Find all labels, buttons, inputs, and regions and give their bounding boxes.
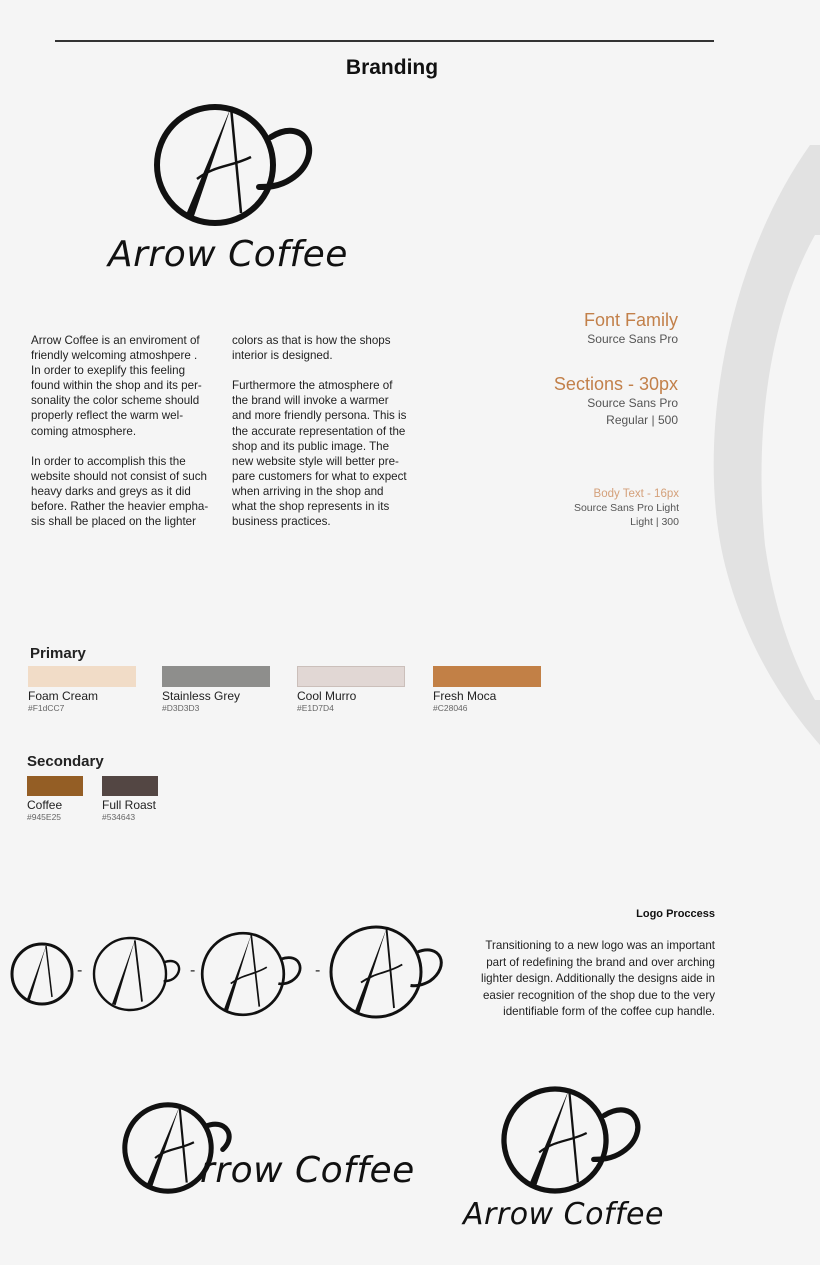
- body-text-font: Source Sans Pro Light: [573, 502, 679, 514]
- logo-evolution-sequence: [8, 925, 448, 1025]
- logo-stage-1: [12, 944, 72, 1004]
- intro-column-2: colors as that is how the shops interior is designed. Furthermore the atmosphere of the brand will invoke a warmer and more friendly persona. This is the accurate representation of the shop and its public image. The new website style will better pre- pare customers for what to expect when arriving in the shop and what the shop represents in its business practices.: [232, 334, 407, 529]
- page-title: Branding: [345, 56, 439, 79]
- font-family-title: Font Family: [583, 310, 678, 330]
- primary-heading: Primary: [30, 645, 86, 662]
- stacked-logo-wordmark: Arrow Coffee: [463, 1197, 664, 1232]
- secondary-heading: Secondary: [27, 753, 104, 770]
- swatch-hex: #E1D7D4: [297, 703, 334, 713]
- color-chip: [162, 666, 270, 687]
- swatch-hex: #945E25: [27, 812, 62, 822]
- swatch-foam-cream: [28, 666, 136, 713]
- sequence-separator: -: [190, 962, 196, 979]
- body-text-title: Body Text - 16px: [593, 488, 679, 500]
- body-text-specs: [500, 488, 679, 528]
- logo-stage-4: [331, 927, 441, 1017]
- swatch-hex: #D3D3D3: [162, 703, 200, 713]
- swatch-hex: #534643: [102, 812, 136, 822]
- stacked-logo-mark: [495, 1082, 645, 1202]
- swatch-hex: #F1dCC7: [28, 703, 65, 713]
- logo-stage-3: [202, 933, 300, 1015]
- sections-font: Source Sans Pro: [587, 396, 678, 410]
- swatch-coffee: [27, 776, 83, 822]
- font-family-name: Source Sans Pro: [587, 332, 678, 346]
- top-divider: [55, 40, 714, 42]
- swatch-name: Stainless Grey: [162, 689, 241, 703]
- swatch-name: Fresh Moca: [433, 689, 497, 703]
- swatch-name: Foam Cream: [28, 689, 99, 703]
- main-logo-wordmark: Arrow Coffee: [108, 234, 348, 275]
- color-chip: [433, 666, 541, 687]
- color-chip: [27, 776, 83, 796]
- horizontal-logo-wordmark: rrow Coffee: [200, 1150, 415, 1191]
- color-chip: [28, 666, 136, 687]
- swatch-hex: #C28046: [433, 703, 468, 713]
- sections-title: Sections - 30px: [553, 374, 678, 394]
- swatch-name: Full Roast: [102, 798, 157, 812]
- logo-process-text: Transitioning to a new logo was an important part of redefining the brand and over arching lighter design. Additionally the designs aide in easier recognition of the shop due to the very identifiable form of the coffee cup handle.: [481, 939, 715, 1018]
- swatch-fresh-moca: [433, 666, 541, 713]
- sequence-separator: -: [77, 962, 83, 979]
- swatch-name: Coffee: [27, 798, 63, 812]
- main-logo-mark: [150, 100, 320, 235]
- sequence-separator: -: [315, 962, 321, 979]
- body-text-weight: Light | 300: [630, 516, 679, 528]
- color-chip: [102, 776, 158, 796]
- swatch-cool-murro: [297, 666, 405, 713]
- decorative-arc: [705, 145, 820, 745]
- typography-specs: [500, 310, 678, 427]
- logo-process-title: Logo Proccess: [636, 908, 715, 920]
- swatch-name: Cool Murro: [297, 689, 357, 703]
- swatch-full-roast: [102, 776, 158, 822]
- logo-stage-2: [94, 938, 179, 1010]
- intro-column-1: Arrow Coffee is an enviroment of friendly welcoming atmoshpere . In order to exeplify this feeling found within the shop and its per- sonality the color scheme should properly reflect the warm wel- coming atmosphere. In order to accomplish this the website should not consist of such heavy darks and greys as it did before. Rather the heavier empha- sis shall be placed on the lighter: [31, 334, 209, 529]
- color-chip: [297, 666, 405, 687]
- swatch-stainless-grey: [162, 666, 270, 713]
- sections-weight: Regular | 500: [606, 413, 678, 427]
